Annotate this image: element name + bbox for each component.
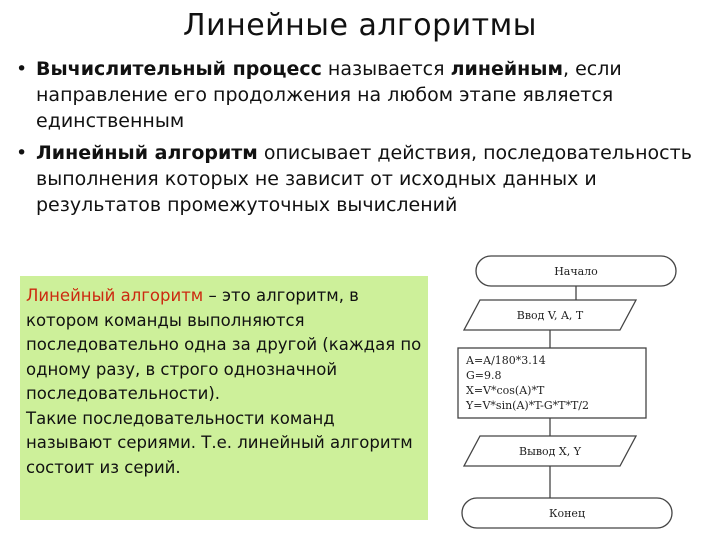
definition-rest: Такие последовательности команд называют сериями. Т.е. линейный алгоритм состоит из серий. (26, 408, 413, 477)
bullet-1-text-b: , если направление его продолжения на любом этапе является единственным (36, 58, 622, 132)
flowchart-process-line-1: A=A/180*3.14 (466, 354, 546, 367)
flowchart-input-label: Ввод V, A, T (516, 309, 584, 322)
bullet-list (14, 56, 714, 224)
flowchart (440, 240, 720, 540)
bullet-1-term-2: линейным (450, 58, 563, 80)
bullet-2-term: Линейный алгоритм (36, 142, 258, 164)
flowchart-process-line-3: X=V*cos(A)*T (466, 384, 545, 397)
bullet-2-text: описывает действия, последовательность выполнения которых не зависит от исходных данных и результатов промежуточных вычислений (36, 142, 692, 216)
bullet-1 (14, 56, 714, 134)
bullet-1-term: Вычислительный процесс (36, 58, 322, 80)
bullet-1-text-a: называется (321, 58, 451, 80)
definition-box (20, 276, 428, 520)
flowchart-start-label: Начало (554, 265, 598, 278)
bullet-2 (14, 140, 714, 218)
flowchart-output-label: Вывод X, Y (518, 445, 582, 458)
definition-term: Линейный алгоритм (26, 286, 204, 305)
flowchart-process-line-2: G=9.8 (466, 369, 502, 382)
definition-text: – это алгоритм, в котором команды выполняются последовательно одна за другой (каждая по одному разу, в строго однозначной последовательности). (26, 286, 422, 403)
flowchart-process-line-4: Y=V*sin(A)*T-G*T*T/2 (466, 399, 589, 412)
slide-title: Линейные алгоритмы (183, 8, 537, 43)
flowchart-end-label: Конец (548, 507, 586, 520)
